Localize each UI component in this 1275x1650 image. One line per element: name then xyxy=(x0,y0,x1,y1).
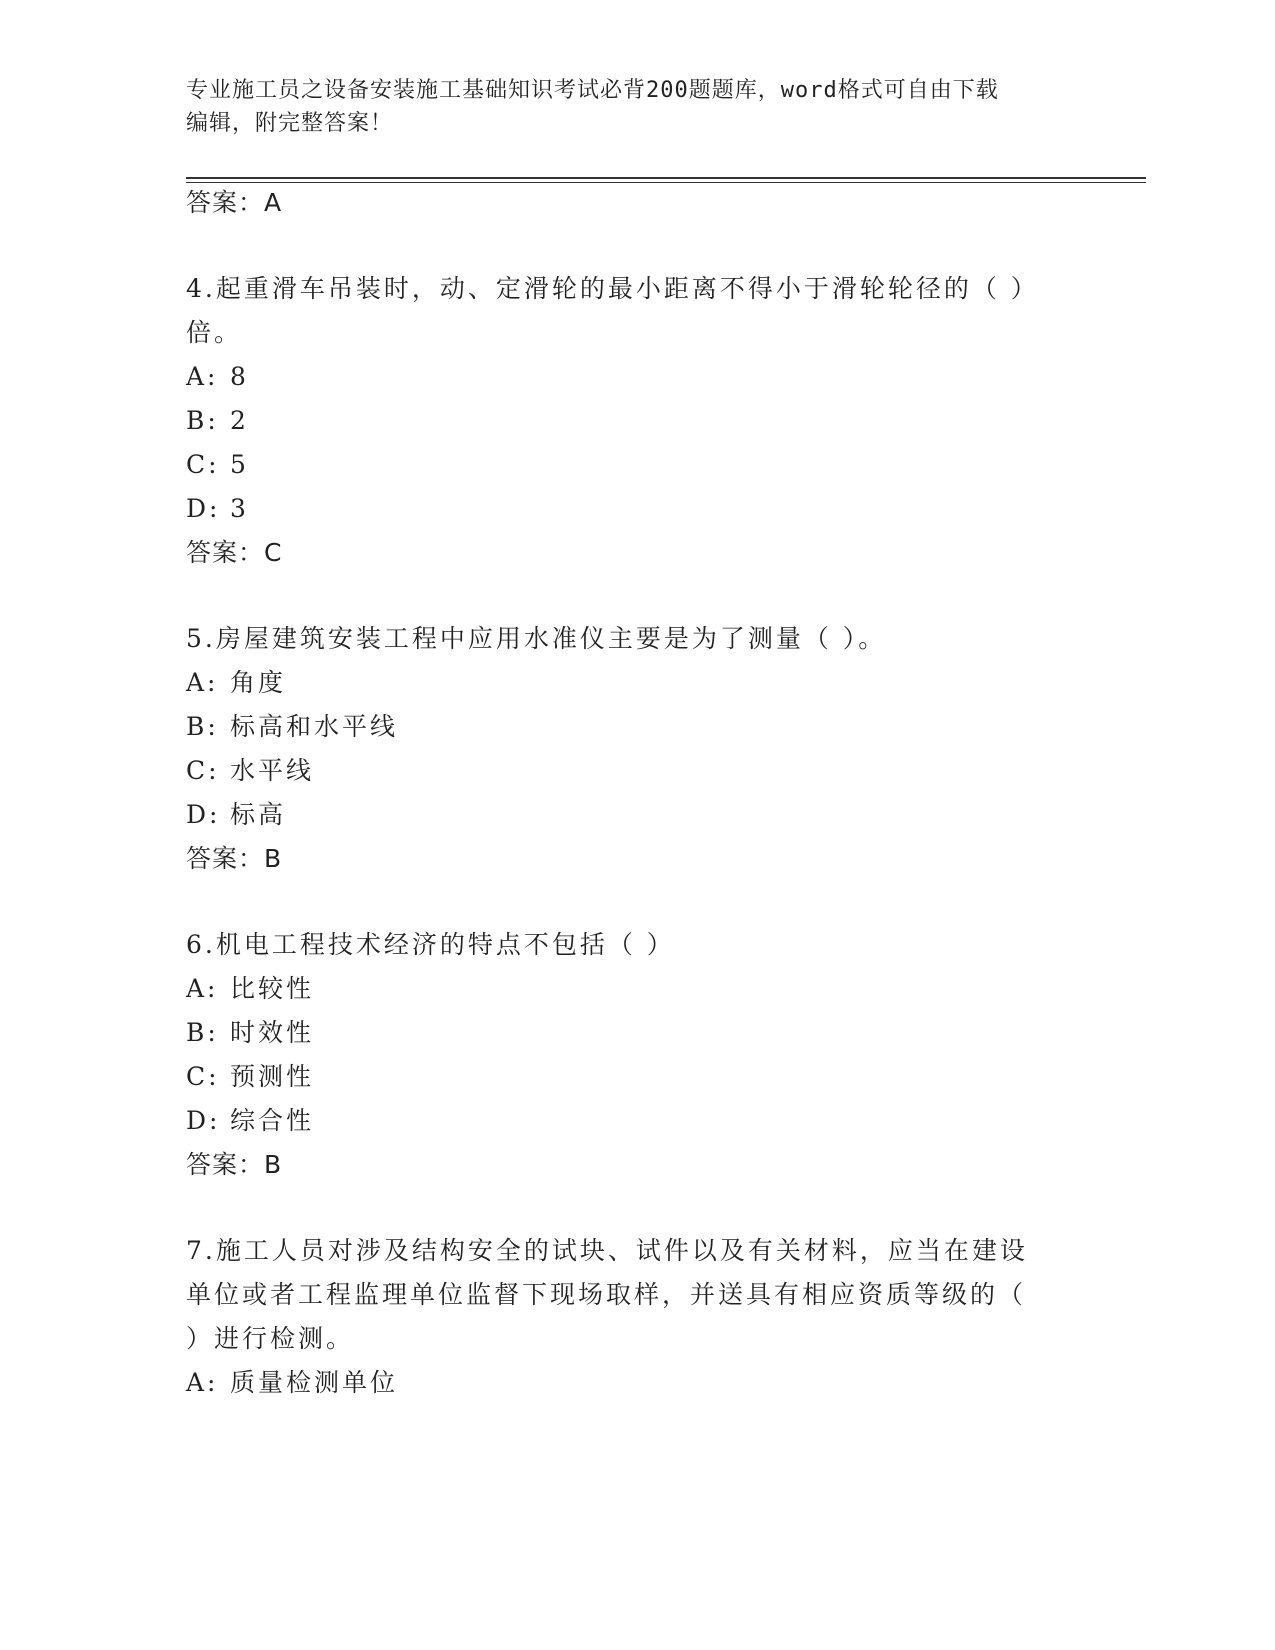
question-6-option-b xyxy=(186,1018,314,1048)
question-4-answer: 答案：C xyxy=(186,538,283,567)
option-text: 质量检测单位 xyxy=(230,1368,399,1397)
option-letter: D: xyxy=(186,494,221,523)
option-letter: C: xyxy=(186,756,220,785)
option-letter: B: xyxy=(186,1018,219,1047)
option-letter: A: xyxy=(186,362,219,391)
header-line-2: 编辑，附完整答案！ xyxy=(186,111,394,136)
option-text: 标高 xyxy=(230,800,287,829)
option-text: 角度 xyxy=(230,668,287,697)
question-5-text-line-1: 5.房屋建筑安装工程中应用水准仪主要是为了测量（ ）。 xyxy=(186,624,887,653)
option-text: 预测性 xyxy=(230,1062,315,1091)
header-divider-thin xyxy=(186,182,1146,183)
question-4-text-line-1: 4.起重滑车吊装时，动、定滑轮的最小距离不得小于滑轮轮径的（ ） xyxy=(186,274,1039,303)
option-letter: A: xyxy=(186,668,219,697)
option-letter: D: xyxy=(186,1106,221,1135)
option-text: 2 xyxy=(230,406,249,435)
question-4-option-b xyxy=(186,406,249,436)
question-5-option-a xyxy=(186,668,286,698)
option-text: 5 xyxy=(230,450,249,479)
document-header xyxy=(186,74,1066,140)
answer-prev: 答案：A xyxy=(186,188,283,217)
option-text: 比较性 xyxy=(230,974,315,1003)
question-6-option-a xyxy=(186,974,314,1004)
option-letter: D: xyxy=(186,800,221,829)
question-5-option-d xyxy=(186,800,286,830)
option-text: 8 xyxy=(230,362,249,391)
question-4-option-c xyxy=(186,450,249,480)
option-text: 3 xyxy=(230,494,249,523)
question-6-text-line-1: 6.机电工程技术经济的特点不包括（ ） xyxy=(186,930,675,959)
option-letter: C: xyxy=(186,1062,220,1091)
question-6-answer: 答案：B xyxy=(186,1150,283,1179)
question-7-option-a xyxy=(186,1368,398,1398)
question-5-option-b xyxy=(186,712,398,742)
question-4-option-d xyxy=(186,494,249,524)
option-text: 时效性 xyxy=(230,1018,315,1047)
option-text: 水平线 xyxy=(230,756,315,785)
question-6-option-d xyxy=(186,1106,314,1136)
option-letter: A: xyxy=(186,1368,219,1397)
option-letter: B: xyxy=(186,406,219,435)
question-7-text-line-1: 7.施工人员对涉及结构安全的试块、试件以及有关材料，应当在建设 xyxy=(186,1236,1028,1265)
option-letter: C: xyxy=(186,450,220,479)
question-7-text-line-3: ）进行检测。 xyxy=(186,1324,355,1353)
header-divider-thick xyxy=(186,177,1146,179)
question-7-text-line-2: 单位或者工程监理单位监督下现场取样，并送具有相应资质等级的（ xyxy=(186,1280,1027,1309)
option-letter: B: xyxy=(186,712,219,741)
option-letter: A: xyxy=(186,974,219,1003)
option-text: 综合性 xyxy=(230,1106,315,1135)
question-6-option-c xyxy=(186,1062,314,1092)
question-4-text-line-2: 倍。 xyxy=(186,318,243,347)
question-5-option-c xyxy=(186,756,314,786)
question-4-option-a xyxy=(186,362,249,392)
option-text: 标高和水平线 xyxy=(230,712,399,741)
header-line-1: 专业施工员之设备安装施工基础知识考试必背200题题库，word格式可自由下载 xyxy=(186,78,999,103)
question-5-answer: 答案：B xyxy=(186,844,283,873)
